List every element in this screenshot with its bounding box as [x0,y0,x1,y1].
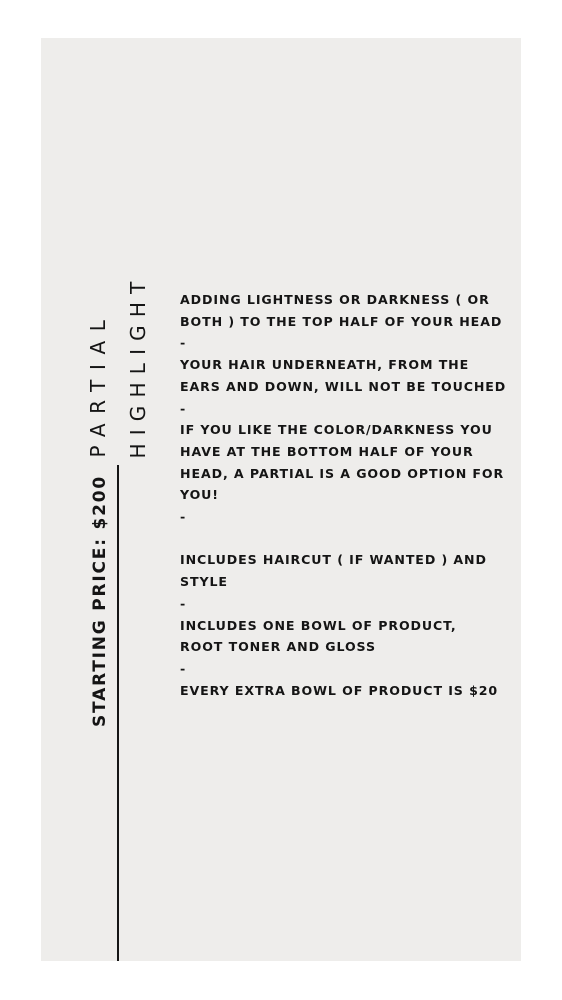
title-highlight: HIGHLIGHT [126,273,150,459]
description-line: - [180,595,187,611]
description-line: - [180,660,187,676]
description-line: BOTH ) TO THE TOP HALF OF YOUR HEAD [180,313,503,329]
divider-line [117,465,119,961]
description-line: HEAD, A PARTIAL IS A GOOD OPTION FOR [180,465,505,481]
description-line: - [180,335,187,351]
description-line: STYLE [180,574,228,590]
description-line: IF YOU LIKE THE COLOR/DARKNESS YOU [180,422,493,438]
description-line: YOU! [180,487,219,503]
title-partial: PARTIAL [86,310,110,458]
service-description [180,289,510,701]
description-line: ROOT TONER AND GLOSS [180,639,376,655]
description-line: INCLUDES ONE BOWL OF PRODUCT, [180,617,457,633]
description-line: YOUR HAIR UNDERNEATH, FROM THE [180,357,470,373]
description-line: EVERY EXTRA BOWL OF PRODUCT IS $20 [180,682,499,698]
description-line: - [180,400,187,416]
description-line [180,528,510,550]
description-line: - [180,509,187,525]
description-line: ADDING LIGHTNESS OR DARKNESS ( OR [180,292,490,307]
starting-price: STARTING PRICE: $200 [90,474,110,727]
description-line: HAVE AT THE BOTTOM HALF OF YOUR [180,443,474,459]
description-line: INCLUDES HAIRCUT ( IF WANTED ) AND [180,552,487,568]
description-line: EARS AND DOWN, WILL NOT BE TOUCHED [180,378,507,394]
